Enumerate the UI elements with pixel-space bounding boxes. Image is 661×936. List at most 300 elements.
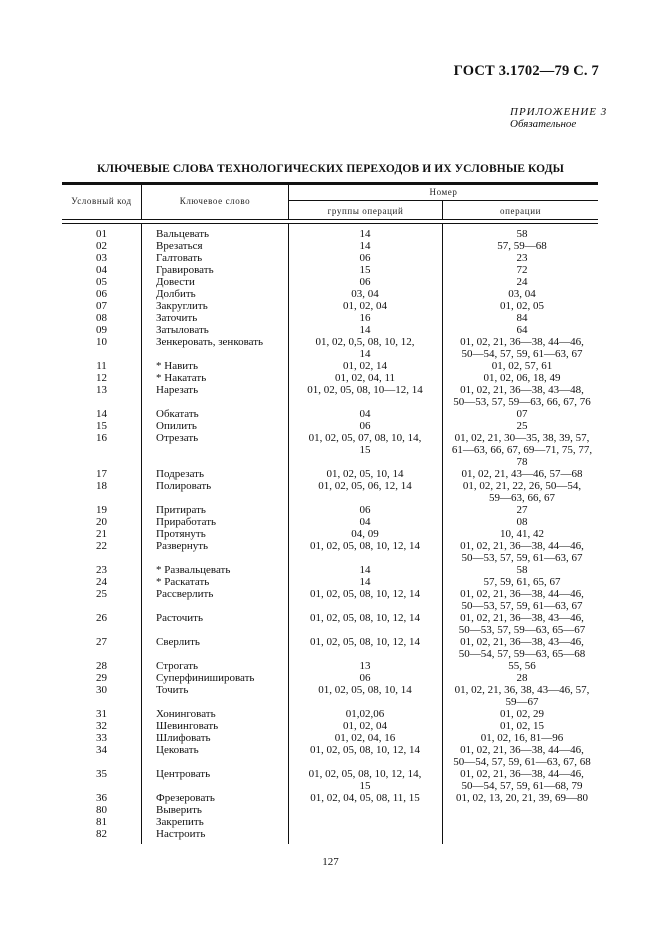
cell-keyword: Подрезать (156, 468, 205, 480)
cell-operation-line: 08 (516, 516, 528, 528)
table-row (62, 768, 598, 792)
cell-keyword: Расточить (156, 612, 204, 624)
cell-group-line: 01, 02, 05, 07, 08, 10, 14, (308, 432, 422, 444)
cell-group (288, 480, 442, 504)
header-operation: операции (499, 206, 542, 216)
table-row (62, 264, 598, 276)
cell-group (288, 636, 442, 660)
cell-code: 15 (96, 420, 107, 432)
cell-operation (442, 792, 598, 804)
cell-group (288, 372, 442, 384)
cell-group-line: 14 (359, 324, 371, 336)
cell-keyword: Врезаться (156, 240, 203, 252)
cell-operation-line: 01, 02, 21, 36—38, 44—46, (460, 540, 584, 552)
table-row (62, 384, 598, 408)
cell-operation-line: 01, 02, 21, 36—38, 43—46, (460, 636, 584, 648)
cell-group-line: 01, 02, 05, 08, 10, 12, 14, (308, 768, 422, 780)
cell-operation-line: 59—63, 66, 67 (489, 492, 555, 504)
cell-operation-line: 50—54, 57, 59—63, 65—68 (458, 648, 586, 660)
cell-code: 07 (96, 300, 107, 312)
cell-group-line: 15 (359, 444, 371, 456)
table-row (62, 732, 598, 744)
cell-keyword: Строгать (156, 660, 199, 672)
table-row (62, 540, 598, 564)
cell-group (288, 228, 442, 240)
cell-code: 34 (96, 744, 107, 756)
table-row (62, 276, 598, 288)
cell-keyword: Опилить (156, 420, 197, 432)
table-row (62, 240, 598, 252)
cell-group (288, 324, 442, 336)
cell-operation (442, 264, 598, 276)
table-title: КЛЮЧЕВЫЕ СЛОВА ТЕХНОЛОГИЧЕСКИХ ПЕРЕХОДОВ И ИХ УСЛОВНЫЕ КОДЫ (96, 163, 565, 175)
cell-group (288, 516, 442, 528)
cell-operation (442, 816, 598, 828)
table-row (62, 744, 598, 768)
cell-keyword: Притирать (156, 504, 206, 516)
cell-operation-line: 01, 02, 29 (500, 708, 544, 720)
table-row (62, 576, 598, 588)
table-row (62, 804, 598, 816)
cell-group-line: 01, 02, 05, 08, 10, 12, 14 (310, 588, 420, 600)
cell-keyword: * Раскатать (156, 576, 210, 588)
table-row (62, 660, 598, 672)
cell-group-line: 01, 02, 14 (343, 360, 387, 372)
table-row (62, 336, 598, 360)
cell-code: 16 (96, 432, 107, 444)
table-row (62, 360, 598, 372)
cell-operation-line: 78 (516, 456, 528, 468)
cell-keyword: Вальцевать (156, 228, 210, 240)
cell-keyword: * Накатать (156, 372, 207, 384)
header-code: Условный код (71, 196, 132, 206)
cell-operation (442, 576, 598, 588)
cell-group-line: 01, 02, 04, 11 (334, 372, 396, 384)
cell-code: 05 (96, 276, 107, 288)
table-row (62, 792, 598, 804)
cell-keyword: Шлифовать (156, 732, 211, 744)
cell-code: 02 (96, 240, 107, 252)
cell-code: 08 (96, 312, 107, 324)
cell-group (288, 684, 442, 708)
cell-code: 09 (96, 324, 107, 336)
cell-operation (442, 528, 598, 540)
cell-code: 20 (96, 516, 107, 528)
cell-code: 12 (96, 372, 107, 384)
cell-operation-line: 01, 02, 21, 36, 38, 43—46, 57, (454, 684, 590, 696)
cell-operation-line: 57, 59—68 (497, 240, 547, 252)
cell-operation (442, 708, 598, 720)
header-group: группы операций (327, 206, 404, 216)
cell-operation (442, 516, 598, 528)
cell-operation (442, 300, 598, 312)
cell-operation-line: 01, 02, 21, 36—38, 43—48, (460, 384, 584, 396)
cell-group (288, 432, 442, 468)
cell-group (288, 672, 442, 684)
cell-operation (442, 288, 598, 300)
cell-keyword: Отрезать (156, 432, 199, 444)
cell-keyword: Суперфинишировать (156, 672, 255, 684)
cell-operation (442, 612, 598, 636)
cell-operation (442, 468, 598, 480)
table-row (62, 324, 598, 336)
cell-code: 11 (96, 360, 107, 372)
cell-code: 25 (96, 588, 107, 600)
cell-operation-line: 57, 59, 61, 65, 67 (483, 576, 561, 588)
cell-operation (442, 636, 598, 660)
cell-operation (442, 564, 598, 576)
cell-group (288, 744, 442, 768)
cell-operation-line: 01, 02, 21, 36—38, 44—46, (460, 768, 584, 780)
cell-keyword: * Навить (156, 360, 198, 372)
cell-code: 26 (96, 612, 107, 624)
cell-group-line: 01, 02, 04 (343, 720, 387, 732)
table-row (62, 612, 598, 636)
cell-group (288, 828, 442, 840)
cell-operation-line: 01, 02, 21, 36—38, 44—46, (460, 336, 584, 348)
cell-group (288, 612, 442, 636)
cell-group (288, 420, 442, 432)
cell-operation-line: 72 (516, 264, 528, 276)
cell-operation-line: 01, 02, 16, 81—96 (480, 732, 564, 744)
cell-group-line: 14 (359, 228, 371, 240)
cell-group (288, 528, 442, 540)
cell-code: 17 (96, 468, 107, 480)
cell-operation-line: 01, 02, 21, 43—46, 57—68 (461, 468, 583, 480)
cell-code: 82 (96, 828, 107, 840)
cell-operation-line: 01, 02, 15 (500, 720, 544, 732)
cell-code: 03 (96, 252, 107, 264)
cell-operation-line: 01, 02, 21, 22, 26, 50—54, (462, 480, 582, 492)
cell-code: 19 (96, 504, 107, 516)
cell-keyword: Выверить (156, 804, 202, 816)
cell-operation (442, 672, 598, 684)
cell-keyword: Протянуть (156, 528, 206, 540)
cell-code: 10 (96, 336, 107, 348)
cell-operation-line: 01, 02, 05 (500, 300, 544, 312)
table-row (62, 300, 598, 312)
column-divider (288, 224, 289, 844)
cell-operation-line: 23 (516, 252, 528, 264)
cell-code: 35 (96, 768, 107, 780)
cell-group (288, 240, 442, 252)
cell-group (288, 264, 442, 276)
table-row (62, 228, 598, 240)
cell-operation-line: 50—53, 57, 59, 61—63, 67 (461, 552, 583, 564)
table-row (62, 288, 598, 300)
cell-code: 06 (96, 288, 107, 300)
table-body (62, 224, 598, 840)
cell-operation (442, 324, 598, 336)
cell-operation (442, 504, 598, 516)
cell-code: 24 (96, 576, 107, 588)
cell-operation-line: 07 (516, 408, 528, 420)
keyword-codes-table (62, 182, 598, 840)
cell-keyword: * Развальцевать (156, 564, 231, 576)
cell-keyword: Обкатать (156, 408, 199, 420)
cell-group-line: 14 (359, 240, 371, 252)
cell-group-line: 01, 02, 05, 08, 10—12, 14 (307, 384, 423, 396)
cell-code: 14 (96, 408, 107, 420)
cell-code: 32 (96, 720, 107, 732)
cell-operation (442, 228, 598, 240)
table-row (62, 528, 598, 540)
cell-group (288, 540, 442, 564)
cell-code: 13 (96, 384, 107, 396)
cell-group-line: 01, 02, 0,5, 08, 10, 12, (315, 336, 415, 348)
cell-group (288, 252, 442, 264)
cell-keyword: Фрезеровать (156, 792, 215, 804)
table-row (62, 420, 598, 432)
cell-operation-line: 01, 02, 21, 36—38, 43—46, (460, 612, 584, 624)
cell-group (288, 288, 442, 300)
cell-group (288, 564, 442, 576)
cell-group (288, 504, 442, 516)
table-row (62, 708, 598, 720)
cell-code: 33 (96, 732, 107, 744)
cell-operation (442, 720, 598, 732)
cell-code: 80 (96, 804, 107, 816)
cell-group (288, 312, 442, 324)
cell-operation (442, 276, 598, 288)
cell-keyword: Настроить (156, 828, 206, 840)
cell-keyword: Сверлить (156, 636, 200, 648)
cell-operation (442, 408, 598, 420)
cell-operation-line: 01, 02, 21, 30—35, 38, 39, 57, (454, 432, 590, 444)
table-row (62, 408, 598, 420)
cell-group-line: 04, 09 (351, 528, 379, 540)
cell-keyword: Заточить (156, 312, 198, 324)
cell-operation (442, 384, 598, 408)
cell-operation (442, 432, 598, 468)
appendix-block (510, 106, 607, 130)
table-row (62, 516, 598, 528)
cell-group (288, 384, 442, 408)
cell-operation-line: 58 (516, 228, 528, 240)
cell-keyword: Полировать (156, 480, 212, 492)
cell-code: 21 (96, 528, 107, 540)
cell-operation-line: 25 (516, 420, 528, 432)
table-row (62, 468, 598, 480)
cell-operation (442, 540, 598, 564)
cell-code: 18 (96, 480, 107, 492)
cell-operation (442, 588, 598, 612)
cell-group (288, 336, 442, 360)
cell-group-line: 06 (359, 276, 371, 288)
cell-keyword: Довести (156, 276, 195, 288)
cell-code: 23 (96, 564, 107, 576)
cell-group (288, 588, 442, 612)
cell-group-line: 06 (359, 504, 371, 516)
cell-operation-line: 50—54, 57, 59, 61—63, 67 (461, 348, 583, 360)
cell-group (288, 276, 442, 288)
table-header (62, 185, 598, 219)
cell-code: 28 (96, 660, 107, 672)
cell-operation-line: 64 (516, 324, 528, 336)
header-subdivider (288, 200, 598, 201)
header-keyword: Ключевое слово (179, 196, 251, 206)
appendix-title: ПРИЛОЖЕНИЕ 3 (510, 106, 608, 118)
table-row (62, 684, 598, 708)
cell-group (288, 468, 442, 480)
cell-operation-line: 55, 56 (508, 660, 536, 672)
cell-group-line: 01, 02, 05, 10, 14 (326, 468, 404, 480)
cell-keyword: Приработать (156, 516, 217, 528)
cell-operation-line: 58 (516, 564, 528, 576)
cell-operation (442, 684, 598, 708)
header-number: Номер (429, 187, 458, 197)
cell-keyword: Гравировать (156, 264, 214, 276)
cell-operation-line: 27 (516, 504, 528, 516)
cell-keyword: Долбить (156, 288, 196, 300)
cell-group-line: 14 (359, 576, 371, 588)
cell-group-line: 01, 02, 05, 08, 10, 12, 14 (310, 612, 420, 624)
cell-group-line: 13 (359, 660, 371, 672)
cell-keyword: Центровать (156, 768, 211, 780)
appendix-status: Обязательное (510, 118, 577, 130)
cell-group-line: 06 (359, 252, 371, 264)
cell-operation-line: 01, 02, 21, 36—38, 44—46, (460, 744, 584, 756)
cell-group-line: 01, 02, 05, 08, 10, 12, 14 (310, 540, 420, 552)
cell-operation-line: 28 (516, 672, 528, 684)
cell-operation-line: 10, 41, 42 (500, 528, 544, 540)
cell-keyword: Закрепить (156, 816, 204, 828)
table-row (62, 564, 598, 576)
cell-group-line: 01,02,06 (345, 708, 385, 720)
table-row (62, 480, 598, 504)
cell-keyword: Хонинговать (156, 708, 216, 720)
cell-code: 04 (96, 264, 107, 276)
cell-operation (442, 480, 598, 504)
cell-group-line: 14 (359, 348, 371, 360)
cell-code: 27 (96, 636, 107, 648)
cell-operation-line: 59—67 (505, 696, 539, 708)
cell-group-line: 01, 02, 05, 08, 10, 12, 14 (310, 744, 420, 756)
cell-operation-line: 84 (516, 312, 528, 324)
table-row (62, 828, 598, 840)
cell-group-line: 16 (359, 312, 371, 324)
cell-group-line: 03, 04 (351, 288, 379, 300)
cell-keyword: Рассверлить (156, 588, 214, 600)
cell-operation (442, 768, 598, 792)
column-divider (442, 224, 443, 844)
cell-operation (442, 252, 598, 264)
table-row (62, 252, 598, 264)
cell-operation-line: 03, 04 (508, 288, 536, 300)
cell-operation (442, 360, 598, 372)
cell-keyword: Шевинговать (156, 720, 219, 732)
cell-operation (442, 372, 598, 384)
cell-group (288, 660, 442, 672)
cell-keyword: Закруглить (156, 300, 208, 312)
cell-keyword: Цековать (156, 744, 199, 756)
page-number: 127 (322, 856, 339, 868)
cell-operation-line: 24 (516, 276, 528, 288)
cell-group-line: 01, 02, 04, 05, 08, 11, 15 (310, 792, 420, 804)
cell-code: 31 (96, 708, 107, 720)
cell-operation-line: 01, 02, 57, 61 (491, 360, 553, 372)
table-row (62, 372, 598, 384)
cell-group-line: 01, 02, 05, 06, 12, 14 (318, 480, 412, 492)
cell-operation (442, 744, 598, 768)
cell-group-line: 15 (359, 780, 371, 792)
cell-code: 81 (96, 816, 107, 828)
cell-operation (442, 336, 598, 360)
cell-group (288, 708, 442, 720)
cell-group (288, 792, 442, 804)
cell-keyword: Развернуть (156, 540, 209, 552)
cell-code: 30 (96, 684, 107, 696)
cell-group (288, 408, 442, 420)
table-row (62, 720, 598, 732)
cell-operation (442, 312, 598, 324)
cell-group-line: 01, 02, 04 (343, 300, 387, 312)
cell-operation (442, 828, 598, 840)
table-row (62, 588, 598, 612)
cell-group (288, 768, 442, 792)
cell-code: 22 (96, 540, 107, 552)
table-row (62, 816, 598, 828)
table-row (62, 504, 598, 516)
cell-group-line: 15 (359, 264, 371, 276)
cell-group (288, 720, 442, 732)
cell-group (288, 816, 442, 828)
cell-group-line: 06 (359, 420, 371, 432)
cell-operation-line: 50—53, 57, 59—63, 66, 67, 76 (453, 396, 591, 408)
cell-keyword: Нарезать (156, 384, 199, 396)
cell-group-line: 01, 02, 04, 16 (334, 732, 396, 744)
table-row (62, 432, 598, 468)
cell-operation (442, 420, 598, 432)
cell-group-line: 06 (359, 672, 371, 684)
table-row (62, 312, 598, 324)
cell-operation-line: 01, 02, 06, 18, 49 (483, 372, 561, 384)
cell-operation (442, 660, 598, 672)
cell-group (288, 576, 442, 588)
column-divider (141, 224, 142, 844)
cell-group-line: 04 (359, 516, 371, 528)
cell-keyword: Точить (156, 684, 189, 696)
cell-group-line: 14 (359, 564, 371, 576)
cell-operation-line: 50—54, 57, 59, 61—68, 79 (461, 780, 583, 792)
cell-operation-line: 50—53, 57, 59—63, 65—67 (458, 624, 586, 636)
cell-code: 29 (96, 672, 107, 684)
cell-operation (442, 240, 598, 252)
cell-operation (442, 804, 598, 816)
cell-group-line: 01, 02, 05, 08, 10, 12, 14 (310, 636, 420, 648)
cell-group-line: 01, 02, 05, 08, 10, 14 (318, 684, 412, 696)
cell-group (288, 732, 442, 744)
cell-code: 01 (96, 228, 107, 240)
standard-header: ГОСТ 3.1702—79 С. 7 (453, 63, 599, 79)
cell-keyword: Галтовать (156, 252, 203, 264)
cell-operation (442, 732, 598, 744)
cell-operation-line: 61—63, 66, 67, 69—71, 75, 77, (451, 444, 593, 456)
cell-code: 36 (96, 792, 107, 804)
cell-group (288, 300, 442, 312)
cell-operation-line: 01, 02, 21, 36—38, 44—46, (460, 588, 584, 600)
cell-operation-line: 50—54, 57, 59, 61—63, 67, 68 (453, 756, 591, 768)
cell-operation-line: 50—53, 57, 59, 61—63, 67 (461, 600, 583, 612)
cell-keyword: Зенкеровать, зенковать (156, 336, 264, 348)
cell-group-line: 04 (359, 408, 371, 420)
table-row (62, 636, 598, 660)
cell-group (288, 804, 442, 816)
cell-keyword: Затыловать (156, 324, 209, 336)
cell-operation-line: 01, 02, 13, 20, 21, 39, 69—80 (456, 792, 588, 804)
cell-group (288, 360, 442, 372)
table-row (62, 672, 598, 684)
